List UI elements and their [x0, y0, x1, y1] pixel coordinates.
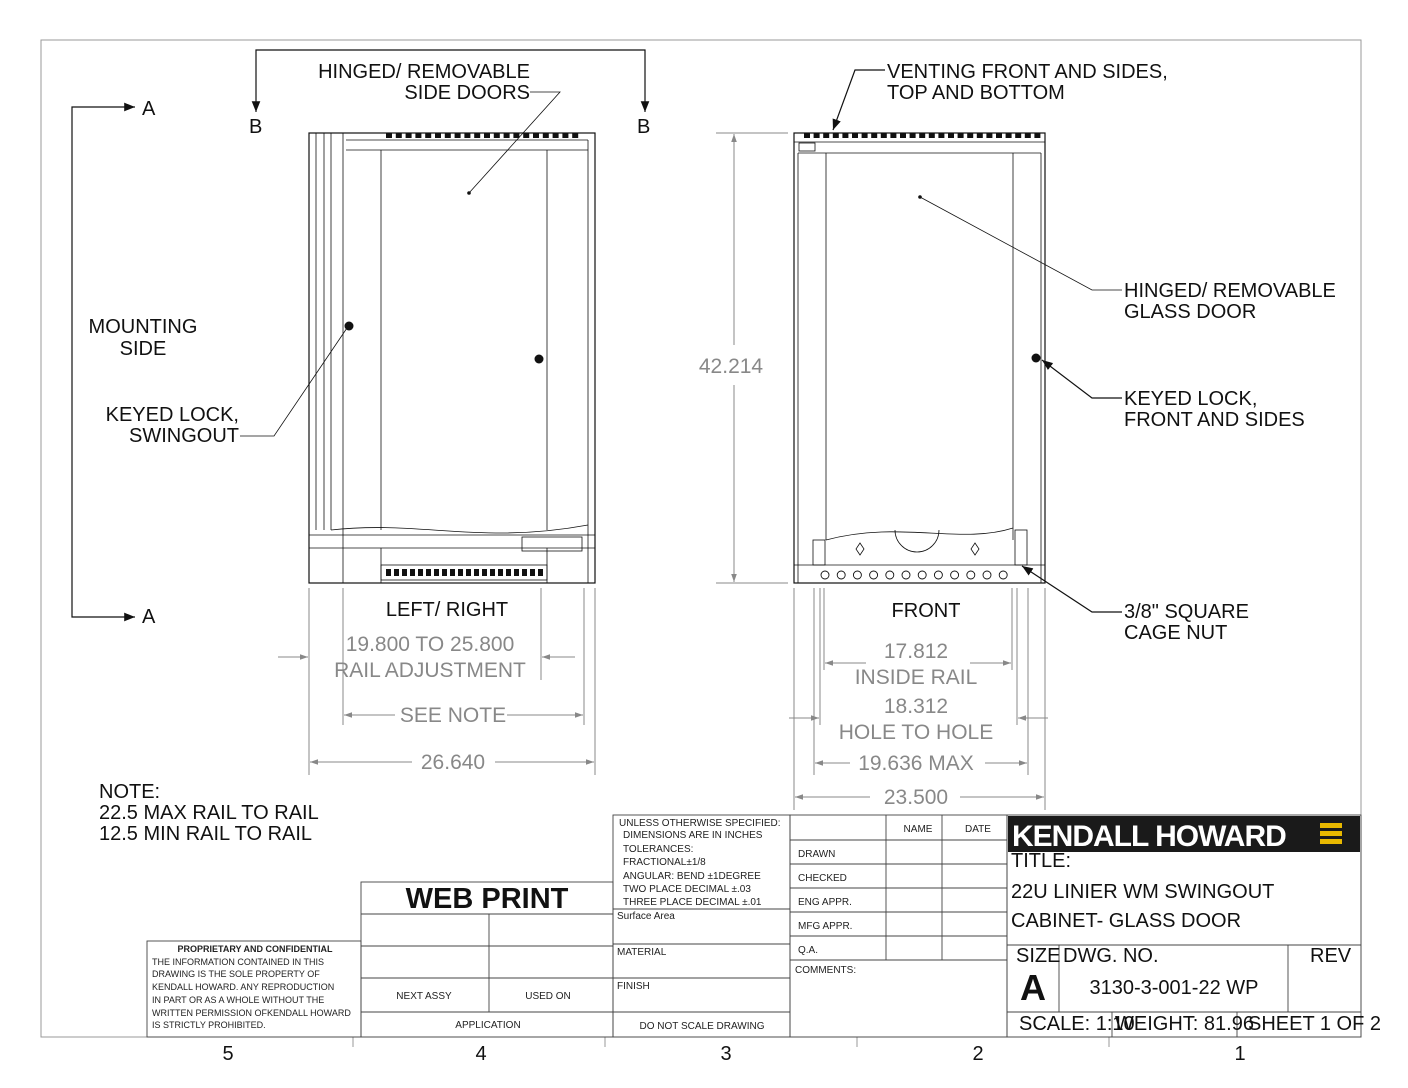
vent-slot	[450, 569, 455, 576]
cage-nut-callout: CAGE NUT	[1124, 622, 1228, 644]
rail-hole	[951, 571, 959, 579]
scale-label: SCALE: 1:10	[1019, 1013, 1135, 1035]
mounting-side-label: MOUNTING	[88, 316, 198, 338]
used-on-label: USED ON	[525, 991, 571, 1002]
vent-slot	[967, 133, 973, 138]
side-doors-callout: HINGED/ REMOVABLE	[318, 61, 530, 83]
rail-hole	[821, 571, 829, 579]
proprietary-title: PROPRIETARY AND CONFIDENTIAL	[177, 944, 333, 954]
vent-slot	[1034, 133, 1040, 138]
zone-label: 5	[222, 1043, 234, 1065]
zone-label: 4	[475, 1043, 487, 1065]
vent-slot	[977, 133, 983, 138]
spec-text: TWO PLACE DECIMAL ±.03	[623, 884, 751, 895]
vent-slot	[418, 569, 423, 576]
side-view-cabinet	[309, 133, 595, 583]
cage-nut-callout: 3/8" SQUARE	[1124, 601, 1249, 623]
vent-slot	[553, 133, 559, 138]
height-dimension: 42.214	[698, 355, 764, 378]
section-b-label: B	[249, 116, 263, 138]
vent-slot	[929, 133, 935, 138]
vent-slot	[445, 133, 451, 138]
proprietary-text: KENDALL HOWARD. ANY REPRODUCTION	[152, 982, 335, 992]
title-label: TITLE:	[1011, 850, 1072, 872]
rail-hole	[967, 571, 975, 579]
vent-slot	[996, 133, 1002, 138]
drawing-title: 22U LINIER WM SWINGOUT	[1011, 881, 1275, 903]
vent-slot	[402, 569, 407, 576]
web-print-label: WEB PRINT	[405, 883, 569, 915]
vent-slot	[434, 569, 439, 576]
keyed-lock-swingout-label: KEYED LOCK,	[105, 404, 239, 426]
vent-slot	[435, 133, 441, 138]
rail-hole	[983, 571, 991, 579]
see-note-dimension: SEE NOTE	[399, 704, 507, 727]
vent-slot	[562, 133, 568, 138]
spec-text: THREE PLACE DECIMAL ±.01	[623, 897, 762, 908]
vent-slot	[881, 133, 887, 138]
hole-to-hole-dimension: 18.312	[883, 695, 949, 718]
vent-slot	[948, 133, 954, 138]
side-view-lock	[345, 322, 544, 364]
cage-nut-leader	[1022, 566, 1122, 612]
spec-text: ANGULAR: BEND ±1DEGREE	[623, 871, 761, 882]
vent-slot	[533, 133, 539, 138]
vent-slot	[986, 133, 992, 138]
note-line: 12.5 MIN RAIL TO RAIL	[99, 823, 313, 845]
rail-adjustment-dimension: RAIL ADJUSTMENT	[334, 659, 526, 682]
approval-row-label: MFG APPR.	[798, 921, 853, 932]
vent-slot	[482, 569, 487, 576]
vent-slot	[833, 133, 839, 138]
proprietary-text: IN PART OR AS A WHOLE WITHOUT THE	[152, 995, 325, 1005]
approval-row-label: DRAWN	[798, 849, 836, 860]
keyed-lock-swingout-label: SWINGOUT	[129, 425, 239, 447]
section-a-marker	[72, 107, 135, 617]
rail-hole	[853, 571, 861, 579]
vent-slot	[938, 133, 944, 138]
dwg-no-label: DWG. NO.	[1063, 945, 1159, 967]
proprietary-text: DRAWING IS THE SOLE PROPERTY OF	[152, 969, 320, 979]
vent-slot	[490, 569, 495, 576]
glass-door-callout: HINGED/ REMOVABLE	[1124, 280, 1336, 302]
vent-slot	[466, 569, 471, 576]
spec-text: DIMENSIONS ARE IN INCHES	[623, 830, 763, 841]
vent-slot	[1015, 133, 1021, 138]
zone-label: 2	[972, 1043, 984, 1065]
vent-slot	[410, 569, 415, 576]
vent-slot	[498, 569, 503, 576]
rail-hole	[886, 571, 894, 579]
vent-slot	[386, 133, 392, 138]
venting-callout: TOP AND BOTTOM	[887, 82, 1065, 104]
glass-door-callout: GLASS DOOR	[1124, 301, 1257, 323]
proprietary-text: IS STRICTLY PROHIBITED.	[152, 1020, 266, 1030]
vent-slot	[425, 133, 431, 138]
next-assy-label: NEXT ASSY	[396, 991, 452, 1002]
spec-text: TOLERANCES:	[623, 844, 694, 855]
vent-slot	[538, 569, 543, 576]
vent-slot	[543, 133, 549, 138]
inside-rail-dimension: 17.812	[883, 640, 949, 663]
application-label: APPLICATION	[455, 1020, 521, 1031]
vent-slot	[386, 569, 391, 576]
sheet-label: SHEET 1 OF 2	[1248, 1013, 1382, 1035]
vent-slot	[1025, 133, 1031, 138]
side-width-dimension: 26.640	[420, 751, 486, 774]
max-width-dimension: 19.636 MAX	[858, 752, 974, 775]
name-column-header: NAME	[903, 824, 933, 835]
rail-hole	[870, 571, 878, 579]
vent-slot	[919, 133, 925, 138]
mounting-side-label: SIDE	[119, 338, 167, 360]
zone-label: 3	[720, 1043, 732, 1065]
rail-hole	[918, 571, 926, 579]
vent-slot	[522, 569, 527, 576]
size-label: SIZE	[1016, 945, 1061, 967]
rail-hole	[837, 571, 845, 579]
vent-slot	[852, 133, 858, 138]
rail-adjustment-dimension: 19.800 TO 25.800	[345, 633, 515, 656]
company-logo: KENDALL HOWARD	[1012, 820, 1286, 853]
vent-slot	[513, 133, 519, 138]
do-not-scale-label: DO NOT SCALE DRAWING	[639, 1021, 765, 1032]
note-line: 22.5 MAX RAIL TO RAIL	[99, 802, 319, 824]
comments-label: COMMENTS:	[795, 965, 857, 976]
side-doors-leader	[469, 92, 560, 193]
proprietary-text: WRITTEN PERMISSION OFKENDALL HOWARD	[152, 1008, 351, 1018]
vent-slot	[1006, 133, 1012, 138]
vent-slot	[823, 133, 829, 138]
rail-hole	[934, 571, 942, 579]
spec-text: FRACTIONAL±1/8	[623, 857, 706, 868]
keyed-lock-front-label: KEYED LOCK,	[1124, 388, 1258, 410]
front-view-cabinet	[794, 133, 1045, 583]
drawing-title: CABINET- GLASS DOOR	[1011, 910, 1242, 932]
vent-slot	[958, 133, 964, 138]
venting-leader	[833, 70, 885, 130]
size-value: A	[1020, 967, 1046, 1008]
weight-label: WEIGHT: 81.96	[1115, 1013, 1254, 1035]
keyed-lock-front-label: FRONT AND SIDES	[1124, 409, 1305, 431]
vent-slot	[504, 133, 510, 138]
drawing-number: 3130-3-001-22 WP	[1089, 977, 1259, 999]
vent-slot	[394, 569, 399, 576]
side-doors-callout: SIDE DOORS	[404, 82, 530, 104]
inside-rail-dimension: INSIDE RAIL	[854, 666, 978, 689]
vent-slot	[572, 133, 578, 138]
section-a-label: A	[142, 606, 156, 628]
overall-width-dimension: 23.500	[883, 786, 949, 809]
approval-row-label: ENG APPR.	[798, 897, 852, 908]
front-view-title: FRONT	[891, 600, 961, 622]
rail-hole	[999, 571, 1007, 579]
side-view-title: LEFT/ RIGHT	[385, 599, 509, 621]
vent-slot	[814, 133, 820, 138]
section-b-label: B	[637, 116, 651, 138]
vent-slot	[900, 133, 906, 138]
logo-bars-icon	[1320, 823, 1342, 844]
front-view-lock	[1032, 354, 1041, 363]
hole-to-hole-dimension: HOLE TO HOLE	[838, 721, 994, 744]
surface-area-label: Surface Area	[617, 911, 675, 922]
venting-callout: VENTING FRONT AND SIDES,	[887, 61, 1168, 83]
side-view-vent-slots	[386, 133, 578, 576]
vent-slot	[464, 133, 470, 138]
vent-slot	[871, 133, 877, 138]
rev-label: REV	[1310, 945, 1352, 967]
keyed-lock-front-leader	[1042, 360, 1122, 398]
spec-text: UNLESS OTHERWISE SPECIFIED:	[619, 818, 781, 829]
front-view-rail-holes	[821, 571, 1007, 579]
vent-slot	[514, 569, 519, 576]
approval-row-label: Q.A.	[798, 945, 819, 956]
vent-slot	[523, 133, 529, 138]
vent-slot	[506, 569, 511, 576]
date-column-header: DATE	[965, 824, 991, 835]
vent-slot	[455, 133, 461, 138]
vent-slot	[442, 569, 447, 576]
vent-slot	[406, 133, 412, 138]
material-label: MATERIAL	[617, 947, 667, 958]
vent-slot	[530, 569, 535, 576]
vent-slot	[415, 133, 421, 138]
approval-row-label: CHECKED	[798, 873, 847, 884]
vent-slot	[484, 133, 490, 138]
vent-slot	[458, 569, 463, 576]
rail-hole	[902, 571, 910, 579]
vent-slot	[862, 133, 868, 138]
note-heading: NOTE:	[99, 781, 161, 803]
vent-slot	[474, 133, 480, 138]
vent-slot	[494, 133, 500, 138]
proprietary-text: THE INFORMATION CONTAINED IN THIS	[152, 957, 325, 967]
front-view-vent-slots	[804, 133, 1040, 138]
glass-door-leader	[920, 197, 1122, 290]
vent-slot	[426, 569, 431, 576]
vent-slot	[474, 569, 479, 576]
finish-label: FINISH	[617, 981, 650, 992]
vent-slot	[396, 133, 402, 138]
section-a-label: A	[142, 98, 156, 120]
vent-slot	[842, 133, 848, 138]
zone-label: 1	[1234, 1043, 1246, 1065]
vent-slot	[890, 133, 896, 138]
vent-slot	[804, 133, 810, 138]
vent-slot	[910, 133, 916, 138]
